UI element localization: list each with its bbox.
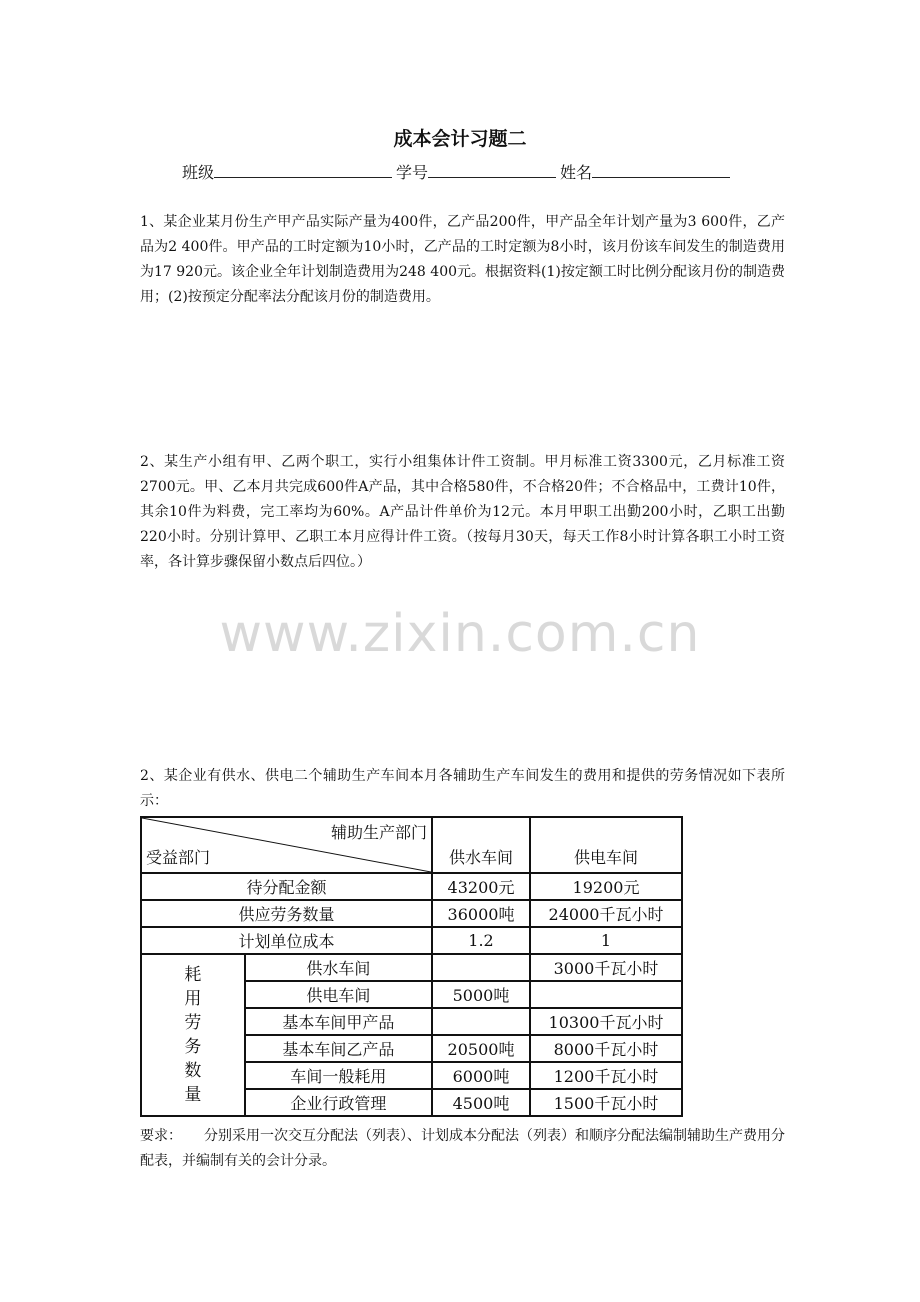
row-label: 供应劳务数量 [141, 900, 432, 927]
student-info-line [182, 160, 734, 183]
power-cell: 8000千瓦小时 [530, 1035, 682, 1062]
table-row [141, 927, 682, 954]
question-3: 2、某企业有供水、供电二个辅助生产车间本月各辅助生产车间发生的费用和提供的劳务情况如下表所示： [140, 768, 785, 809]
table-row [141, 954, 682, 981]
table-row [141, 873, 682, 900]
name-field[interactable] [592, 160, 730, 178]
name-label: 姓名 [560, 163, 593, 182]
watermark: www.zixin.com.cn [219, 604, 701, 664]
student-id-label: 学号 [396, 163, 429, 182]
water-cell: 43200元 [432, 873, 530, 900]
row-label: 待分配金额 [141, 873, 432, 900]
table-row [141, 900, 682, 927]
service-allocation-table [140, 816, 683, 1117]
power-cell: 19200元 [530, 873, 682, 900]
water-cell: 1.2 [432, 927, 530, 954]
power-cell: 10300千瓦小时 [530, 1008, 682, 1035]
power-cell: 1 [530, 927, 682, 954]
power-cell: 24000千瓦小时 [530, 900, 682, 927]
row-label: 基本车间甲产品 [245, 1008, 432, 1035]
group-label-consumed-services: 耗 用 劳 务 数 量 [141, 954, 245, 1116]
student-id-field[interactable] [428, 160, 556, 178]
water-cell [432, 954, 530, 981]
power-cell [530, 981, 682, 1008]
corner-bottom-label: 受益部门 [146, 848, 211, 867]
corner-top-label: 辅助生产部门 [330, 823, 427, 842]
table-corner-header [141, 817, 432, 873]
water-cell: 20500吨 [432, 1035, 530, 1062]
class-field[interactable] [214, 160, 392, 178]
row-label: 计划单位成本 [141, 927, 432, 954]
page-title: 成本会计习题二 [393, 128, 527, 150]
water-cell [432, 1008, 530, 1035]
requirement [140, 1124, 785, 1174]
water-cell: 36000吨 [432, 900, 530, 927]
power-cell: 1500千瓦小时 [530, 1089, 682, 1116]
requirement-label: 要求： [140, 1128, 182, 1144]
row-label: 车间一般耗用 [245, 1062, 432, 1089]
question-2: 2、某生产小组有甲、乙两个职工，实行小组集体计件工资制。甲月标准工资3300元，乙月标准工资2700元。甲、乙本月共完成600件A产品，其中合格580件，不合格20件；不合格品中，工费计10件，其余10件为料费，完工率均为60%。A产品计件单价为12元。本月甲职工出勤200小时，乙职工出勤220小时。分别计算甲、乙职工本月应得计件工资。（按每月30天，每天工作8小时计算各职工小时工资率，各计算步骤保留小数点后四位。） [140, 454, 785, 570]
row-label: 供水车间 [245, 954, 432, 981]
water-cell: 6000吨 [432, 1062, 530, 1089]
water-cell: 4500吨 [432, 1089, 530, 1116]
power-cell: 3000千瓦小时 [530, 954, 682, 981]
column-header-power: 供电车间 [530, 817, 682, 873]
row-label: 供电车间 [245, 981, 432, 1008]
question-1: 1、某企业某月份生产甲产品实际产量为400件，乙产品200件，甲产品全年计划产量为3 600件，乙产品为2 400件。甲产品的工时定额为10小时，乙产品的工时定额为8小时，该月份该车间发生的制造费用为17 920元。该企业全年计划制造费用为248 400元。根据资料(1)按定额工时比例分配该月份的制造费用；(2)按预定分配率法分配该月份的制造费用。 [140, 214, 785, 305]
column-header-water: 供水车间 [432, 817, 530, 873]
row-label: 企业行政管理 [245, 1089, 432, 1116]
power-cell: 1200千瓦小时 [530, 1062, 682, 1089]
class-label: 班级 [182, 163, 215, 182]
requirement-text: 分别采用一次交互分配法（列表）、计划成本分配法（列表）和顺序分配法编制辅助生产费用分配表，并编制有关的会计分录。 [140, 1128, 785, 1169]
water-cell: 5000吨 [432, 981, 530, 1008]
row-label: 基本车间乙产品 [245, 1035, 432, 1062]
